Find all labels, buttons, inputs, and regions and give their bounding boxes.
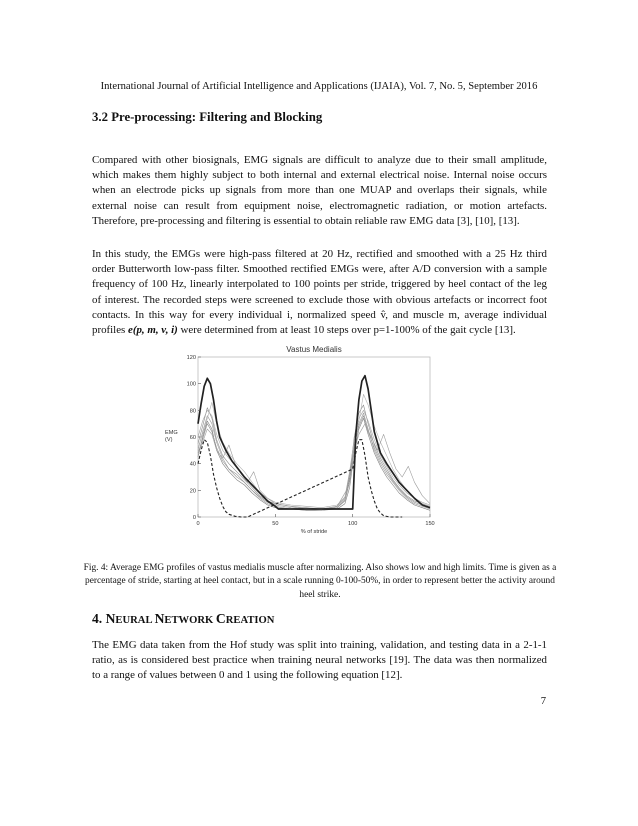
paragraph-data-split: The EMG data taken from the Hof study was split into training, validation, and testing data in a 2-1-1 ratio, as is considered best practice when training neural networks [19]. The data was then normalized to a range of values between 0 and 1 using the following equation [12]. [92,639,547,682]
x-tick-label: 50 [272,521,279,527]
heading-cap-network: N [154,611,165,626]
x-axis-label: % of stride [300,529,328,535]
y-axis-label-line-2: (V) [165,437,173,443]
y-tick-label: 40 [189,461,196,468]
y-tick-label: 120 [186,355,196,361]
x-tick-label: 150 [425,521,435,527]
paragraph-preprocessing-intro: Compared with other biosignals, EMG signals are difficult to analyze due to their small amplitude, which makes them highly subject to both internal and external electrical noise. Internal noise occurs when an electrode picks up signals from more than one MUAP and overlaps their signals, while external noise can result from equipment noise, electromagnetic radiation, or motion artefacts. Therefore, pre-processing and filtering is essential to obtain reliable raw EMG data [3], [10], [13]. [92,154,547,227]
plot-area [198,357,430,517]
heading-smallcaps-neural: EURAL [115,615,155,626]
running-head: International Journal of Artificial Intelligence and Applications (IJAIA), Vol. 7, No. 5, September 2016 [100,81,538,92]
emg-chart-svg [158,340,458,540]
figure-4-caption: Fig. 4: Average EMG profiles of vastus medialis muscle after normalizing. Also shows low and high limits. Time is given as a percentage of stride, starting at heel contact, but in a scale running 0-100-50%, in order to represent better the activity around heel strike. [83,563,557,600]
section-heading-3-2: 3.2 Pre-processing: Filtering and Blocking [92,110,323,124]
section-heading-4 [92,611,552,629]
heading-smallcaps-creation: REATION [225,615,275,626]
y-tick-label: 60 [189,435,196,441]
page-number: 7 [540,696,546,707]
y-tick-label: 0 [192,515,196,521]
y-axis-label-line-1: EMG [165,430,178,436]
heading-cap-neural: N [105,611,116,626]
y-tick-label: 100 [186,381,196,388]
paragraph-text-before: In this study, the EMGs were high-pass filtered at 20 Hz, rectified and smoothed with a 25 Hz third order Butterworth low-pass filter. Smoothed rectified EMGs were, after A/D conversion with a sample frequency of 100 Hz, linearly interpolated to 100 points per stride, triggered by heel contact of the leg of interest. The recorded steps were screened to exclude those with obvious artefacts or incorrect foot contacts. In this way for every individual i, normalized speed v̂, and muscle m, average individual profiles [92,248,547,337]
y-tick-label: 80 [189,408,196,415]
heading-smallcaps-network: ETWORK [164,615,216,626]
y-tick-label: 20 [189,488,196,495]
figure-4-chart [158,340,458,540]
x-tick-label: 100 [347,521,358,527]
paragraph-filtering-method [92,247,547,338]
paragraph-text-after: were determined from at least 10 steps over p=1-100% of the gait cycle [13]. [177,324,516,337]
x-tick-label: 0 [196,521,200,527]
heading-cap-creation: C [215,611,226,626]
profile-notation: e(p, m, v, i) [128,324,178,337]
chart-title: Vastus Medialis [286,345,342,354]
heading-number: 4. [92,611,106,626]
